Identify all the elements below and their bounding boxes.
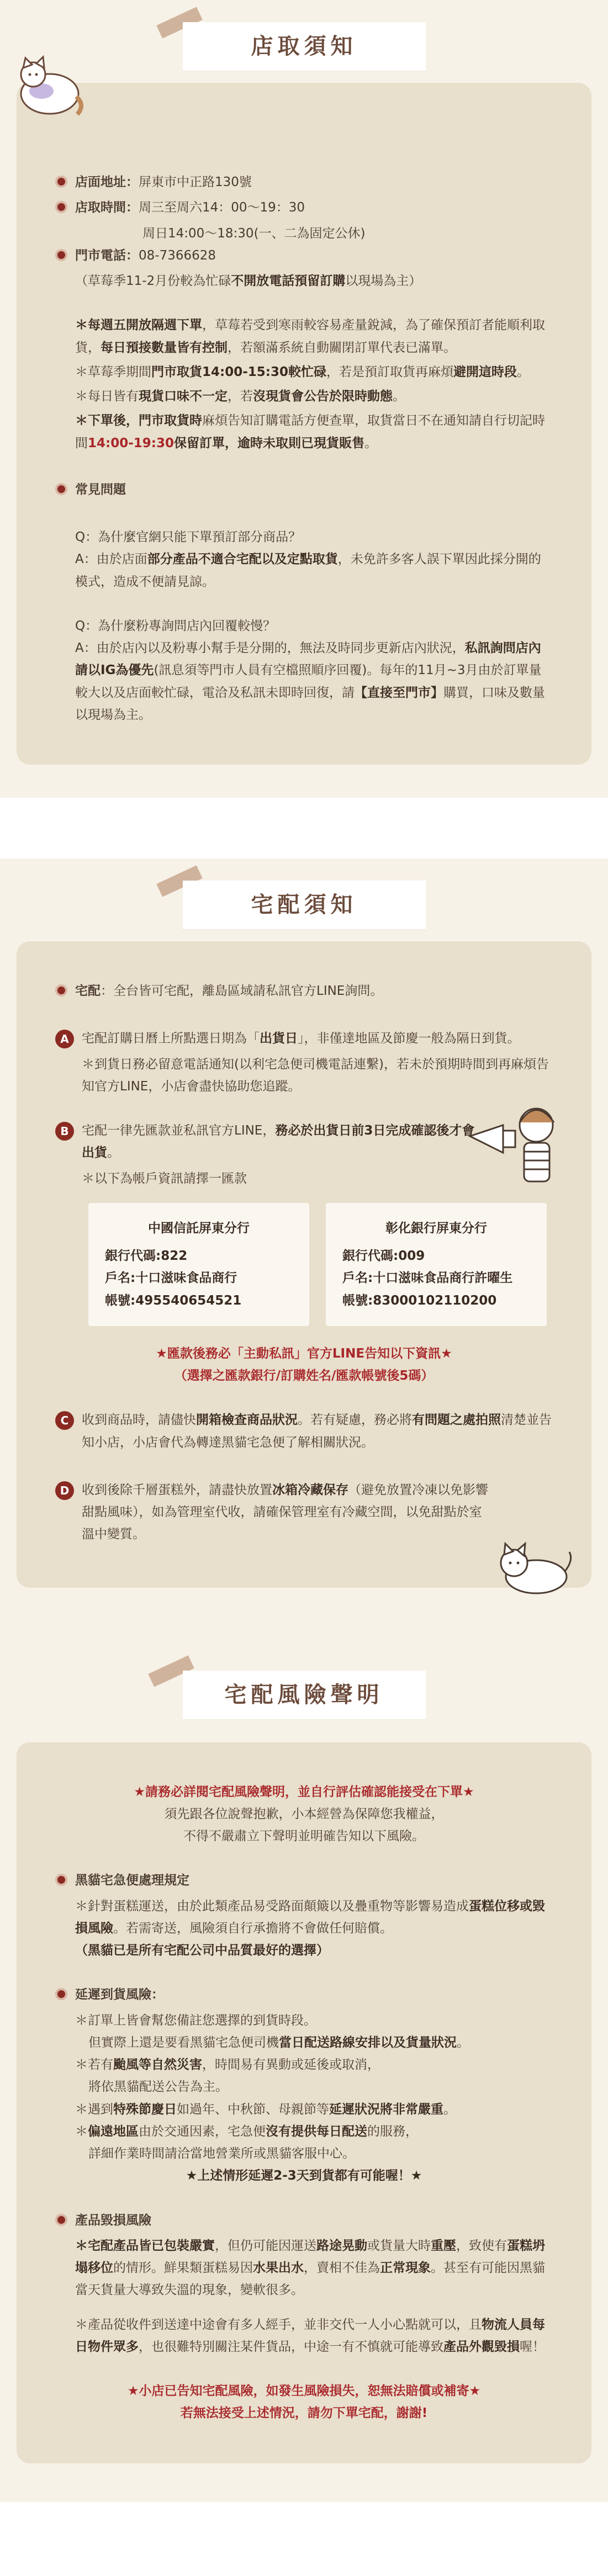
phone-row: 門市電話：08-7366628 xyxy=(55,245,553,267)
risk-headline: ★請務必詳閱宅配風險聲明，並自行評估確認能接受在下單★ xyxy=(134,1784,474,1799)
bullet-icon xyxy=(55,176,67,188)
risk-statement-section xyxy=(0,1632,608,2502)
letter-d-icon: D xyxy=(55,1481,74,1500)
remit-notice-1: ★匯款後務必「主動私訊」官方LINE告知以下資訊★ xyxy=(156,1346,452,1361)
risk-heading-3: 產品毀損風險 xyxy=(55,2209,553,2232)
risk-3-line-2: ＊產品從收件到送達中途會有多人經手，並非交代一人小心點就可以，且物流人員每日物件眾多，也很難特別關注某件貨品，中途一有不慎就可能導致產品外觀毀損喔！ xyxy=(75,2317,545,2354)
risk-2-highlight: ★上述情形延遲2-3天到貨都有可能喔！★ xyxy=(186,2169,422,2183)
notice-paragraph-2: ＊草莓季期間門市取貨14:00-15:30較忙碌，若是預訂取貨再麻煩避開這時段。 xyxy=(75,364,530,379)
faq-question-2: Q：為什麼粉專詢問店內回覆較慢？ xyxy=(75,618,276,633)
item-b: B 宅配一律先匯款並私訊官方LINE，務必於出貨日前3日完成確認後才會出貨。 xyxy=(55,1120,553,1164)
bullet-icon xyxy=(55,201,67,213)
risk-footer-1: ★小店已告知宅配風險，如發生風險損失，恕無法賠償或補寄★ xyxy=(127,2384,481,2398)
risk-1-line-2: （黑貓已是所有宅配公司中品質最好的選擇） xyxy=(75,1943,329,1958)
notice-paragraph-4: ＊下單後，門市取貨時麻煩告知訂購電話方便查單，取貨當日不在通知請自行切記時間14:00-19:30保留訂單，逾時未取則已現貨販售。 xyxy=(75,414,545,450)
risk-subhead-2: 不得不嚴肅立下聲明並明確告知以下風險。 xyxy=(183,1829,425,1843)
item-a: A 宅配訂購日曆上所點選日期為「出貨日」，非僅達地區及節慶一般為隔日到貨。 xyxy=(55,1027,553,1050)
bullet-icon xyxy=(55,984,67,997)
bullet-icon xyxy=(55,2214,67,2226)
bullet-icon xyxy=(55,249,67,261)
item-a-note: ＊到貨日務必留意電話通知(以利宅急便司機電話連繫)，若未於預期時間到再麻煩告知官方LINE，小店會盡快協助您追蹤。 xyxy=(82,1057,549,1094)
risk-info-card: ★請務必詳閱宅配風險聲明，並自行評估確認能接受在下單★ 須先跟各位說聲抱歉，小本經營為保障您我權益， 不得不嚴肅立下聲明並明確告知以下風險。 黑貓宅急便處理規定 ＊針對蛋糕運送，由於此類產品易受路面顛簸以及疊重物等影響易造成蛋糕位移或毀損風險。若需寄送，風險須自行承擔將不會做任何賠償。 （黑貓已是所有宅配公司中品質最好的選擇） 延遲到貨風險： ＊訂單上皆會幫您備註您選擇的到貨時段。 但實際上還是要看黑貓宅急便司機當日配送路線安排以及貨量狀況。 ＊若有颱風等自然災害，時間易有異動或延後或取消， 將依黑貓配送公告為主。 ＊遇到特殊節慶日如過年、中秋節、母親節等延遲狀況將非常嚴重。 ＊偏遠地區由於交通因素，宅急便沒有提供每日配送的服務， 詳細作業時間請洽當地營業所或黑貓客服中心。 ★上述情形延遲2-3天到貨都有可能喔！★ 產品毀損風險 ＊宅配產品皆已包裝嚴實，但仍可能因運送路途晃動或貨量大時重壓，致使有蛋糕坍塌移位的情形。鮮果類蛋糕易因水果出水，賣相不佳為正常現象。甚至有可能因黑貓當天貨量大導致失溫的現象，變軟很多。 ＊產品從收件到送達中途會有多人經手，並非交代一人小心點就可以，且物流人員每日物件眾多，也很難特別關注某件貨品，中途一有不慎就可能導致產品外觀毀損喔！ ★小店已告知宅配風險，如發生風險損失，恕無法賠償或補寄★ 若無法接受上述情況，請勿下單宅配，謝謝! xyxy=(17,1742,591,2463)
bank-accounts xyxy=(55,1203,553,1326)
risk-footer-2: 若無法接受上述情況，請勿下單宅配，謝謝! xyxy=(180,2406,428,2421)
item-d: D 收到後除千層蛋糕外，請盡快放置冰箱冷藏保存（避免放置冷凍以免影響甜點風味），如為管理室代收，請確保管理室有冷藏空間，以免甜點於室溫中變質。 xyxy=(55,1479,553,1546)
phone-number[interactable]: 08-7366628 xyxy=(139,248,216,263)
store-info-card xyxy=(17,83,591,765)
delivery-info-card xyxy=(17,941,591,1588)
page-title: 宅配須知 xyxy=(183,881,426,929)
bank-account-number[interactable]: 帳號:83000102110200 xyxy=(342,1293,497,1308)
bank-account-number[interactable]: 帳號:495540654521 xyxy=(105,1293,242,1308)
page-title: 店取須知 xyxy=(183,22,426,71)
section-title-band xyxy=(0,1632,608,1731)
risk-heading-1: 黑貓宅急便處理規定 xyxy=(55,1869,553,1891)
letter-b-icon: B xyxy=(55,1122,74,1141)
cat-icon xyxy=(11,52,88,124)
risk-3-line-1: ＊宅配產品皆已包裝嚴實，但仍可能因運送路途晃動或貨量大時重壓，致使有蛋糕坍塌移位的情形。鮮果類蛋糕易因水果出水，賣相不佳為正常現象。甚至有可能因黑貓當天貨量大導致失溫的現象，變軟很多。 xyxy=(75,2238,545,2298)
bank-card-1: 中國信託屏東分行 銀行代碼:822 戶名:十口滋味食品商行 帳號:495540654521 xyxy=(88,1203,309,1326)
store-pickup-section xyxy=(0,0,608,798)
section-title-band xyxy=(0,0,608,83)
phone-note: （草莓季11-2月份較為忙碌不開放電話預留訂購以現場為主） xyxy=(75,274,422,288)
notice-paragraph-3: ＊每日皆有現貨口味不一定，若沒現貨會公告於限時動態。 xyxy=(75,389,405,404)
delivery-intro: 宅配：全台皆可宅配，離島區域請私訊官方LINE詢問。 xyxy=(55,980,553,1002)
bank-card-2: 彰化銀行屏東分行 銀行代碼:009 戶名:十口滋味食品商行許曜生 帳號:83000102110200 xyxy=(326,1203,547,1326)
item-b-note: ＊以下為帳戶資訊請擇一匯款 xyxy=(82,1171,247,1186)
faq-heading: 常見問題 xyxy=(55,479,553,501)
risk-subhead-1: 須先跟各位說聲抱歉，小本經營為保障您我權益， xyxy=(164,1806,444,1821)
section-title-band xyxy=(0,858,608,941)
notice-paragraph-1: ＊每週五開放隔週下單，草莓若受到寒雨較容易產量銳減，為了確保預訂者能順利取貨，每日預接數量皆有控制，若額滿系統自動關閉訂單代表已滿單。 xyxy=(75,318,545,355)
faq-answer-1: A：由於店面部分產品不適合宅配以及定點取貨，未免許多客人誤下單因此採分開的模式，造成不便請見諒。 xyxy=(75,552,541,589)
risk-1-line-1: ＊針對蛋糕運送，由於此類產品易受路面顛簸以及疊重物等影響易造成蛋糕位移或毀損風險。若需寄送，風險須自行承擔將不會做任何賠償。 xyxy=(75,1899,545,1936)
megaphone-girl-icon xyxy=(459,1092,569,1191)
bullet-icon xyxy=(55,1874,67,1886)
page-title: 宅配風險聲明 xyxy=(183,1671,426,1719)
bullet-icon xyxy=(55,1988,67,2000)
white-cat-icon xyxy=(492,1538,575,1599)
remit-notice-2: （選擇之匯款銀行/訂購姓名/匯款帳號後5碼） xyxy=(174,1369,434,1383)
letter-a-icon: A xyxy=(55,1030,74,1048)
hours-line-2: 周日14:00～18:30(一、二為固定公休) xyxy=(142,226,366,241)
risk-heading-2: 延遲到貨風險： xyxy=(55,1984,553,2006)
hours-row: 店取時間：周三至周六14：00～19：30 xyxy=(55,197,553,219)
bullet-icon xyxy=(55,483,67,495)
address-row: 店面地址：屏東市中正路130號 xyxy=(55,171,553,193)
letter-c-icon: C xyxy=(55,1411,74,1430)
delivery-section xyxy=(0,858,608,1632)
item-c: C 收到商品時，請儘快開箱檢查商品狀況。若有疑慮，務必將有問題之處拍照清楚並告知小店，小店會代為轉達黑貓宅急便了解相關狀況。 xyxy=(55,1409,553,1454)
faq-answer-2: A：由於店內以及粉專小幫手是分開的，無法及時同步更新店內狀況，私訊詢問店內請以IG為優先(訊息須等門市人員有空檔照順序回覆)。每年的11月~3月由於訂單量較大以及店面較忙碌，電洽及私訊未即時回復，請【直接至門市】購買，口味及數量以現場為主。 xyxy=(75,641,545,722)
faq-question-1: Q：為什麼官網只能下單預訂部分商品？ xyxy=(75,530,302,544)
